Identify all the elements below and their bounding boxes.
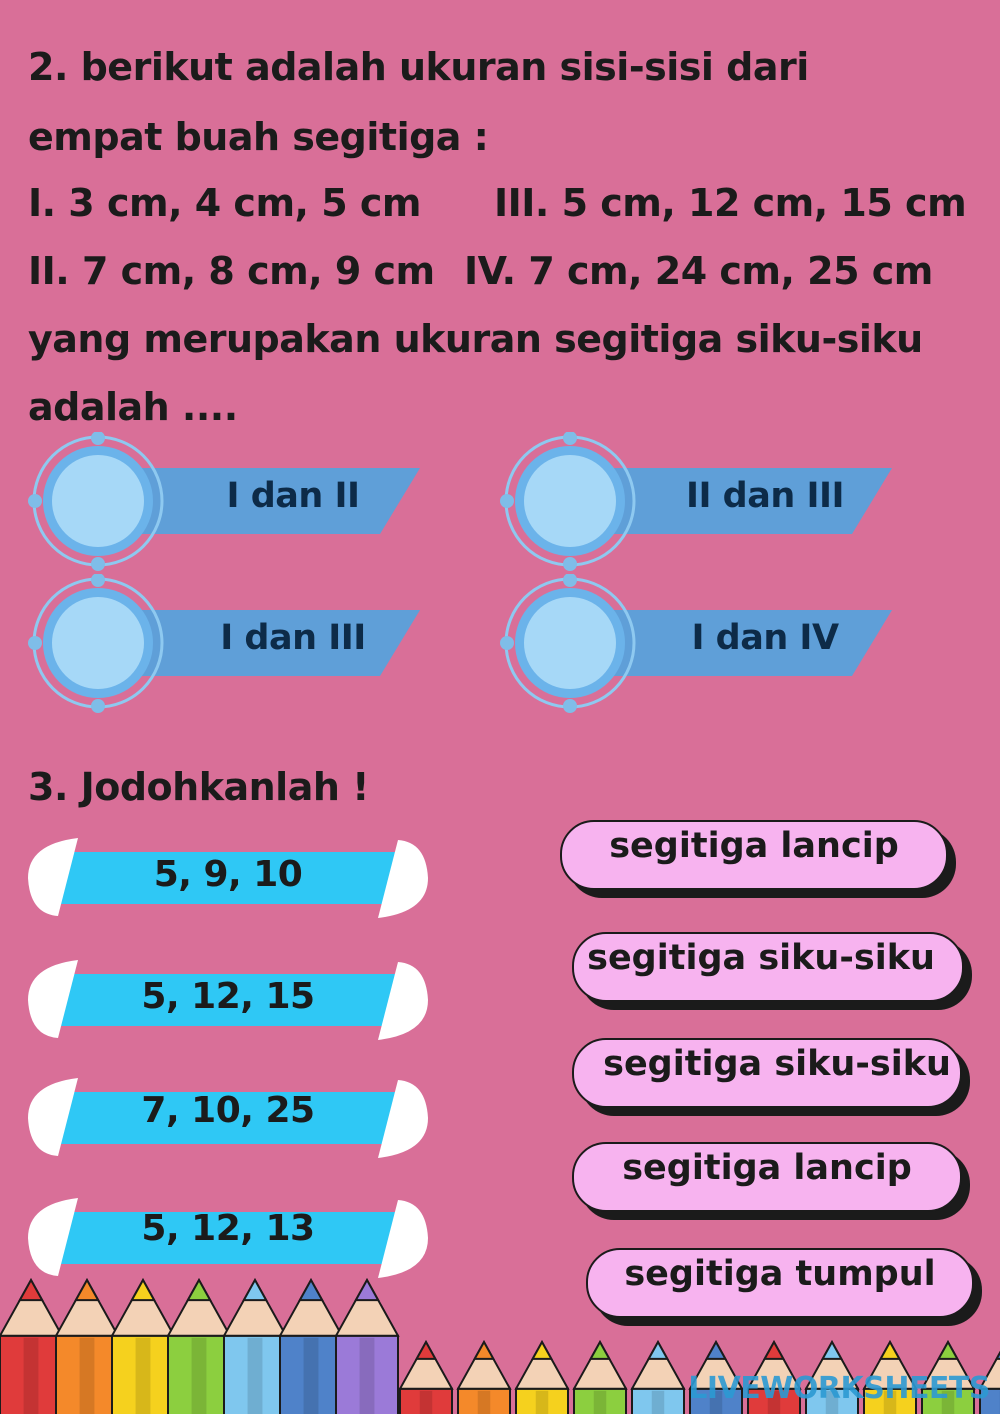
pencil-icon [574,1342,626,1414]
pencil-icon [280,1280,342,1414]
pencil-icon [56,1280,118,1414]
q2-line-8: adalah .... [28,385,238,429]
q2-item-i: I. 3 cm, 4 cm, 5 cm [28,181,422,225]
pencil-icon [458,1342,510,1414]
match-right-item-3[interactable] [572,1038,962,1108]
q2-line-2: empat buah segitiga : [28,115,489,159]
pencil-icon [0,1280,62,1414]
match-left-text: 7, 10, 25 [141,1090,315,1131]
match-left-item-4[interactable] [28,1198,428,1278]
match-left-text: 5, 12, 13 [141,1208,315,1249]
q2-item-iv: IV. 7 cm, 24 cm, 25 cm [464,249,933,293]
pencil-icon [168,1280,230,1414]
pencil-icon [112,1280,174,1414]
match-left-item-1[interactable] [28,838,428,918]
q2-item-iii: III. 5 cm, 12 cm, 15 cm [494,181,967,225]
pencil-icon [224,1280,286,1414]
option-label: I dan III [220,618,366,658]
match-right-text: segitiga lancip [622,1148,912,1188]
match-right-item-1[interactable] [560,820,948,890]
q2-line-7: yang merupakan ukuran segitiga siku-siku [28,317,923,361]
pencil-icon [632,1342,684,1414]
match-right-item-2[interactable] [572,932,964,1002]
pencil-icon [516,1342,568,1414]
liveworksheets-logo-icon: LIVEWORKSHEETS [688,1371,990,1406]
match-right-text: segitiga tumpul [624,1254,936,1294]
match-right-item-4[interactable] [572,1142,962,1212]
q3-title: 3. Jodohkanlah ! [28,765,369,809]
match-left-item-2[interactable] [28,960,428,1040]
match-left-text: 5, 12, 15 [141,976,315,1017]
pencil-icon [400,1342,452,1414]
option-ii-dan-iii[interactable] [500,432,920,572]
option-label: II dan III [685,476,845,516]
option-i-dan-ii[interactable] [28,432,448,572]
option-i-dan-iii[interactable] [28,574,448,714]
pencil-icon [336,1280,398,1414]
match-right-text: segitiga siku-siku [603,1044,951,1084]
match-left-item-3[interactable] [28,1078,428,1158]
q2-item-ii: II. 7 cm, 8 cm, 9 cm [28,249,435,293]
match-right-text: segitiga lancip [609,826,899,866]
option-label: I dan II [226,476,360,516]
option-i-dan-iv[interactable] [500,574,920,714]
match-left-text: 5, 9, 10 [153,854,303,895]
option-label: I dan IV [691,618,839,658]
q2-line-1: 2. berikut adalah ukuran sisi-sisi dari [28,45,809,89]
match-right-text: segitiga siku-siku [587,938,935,978]
